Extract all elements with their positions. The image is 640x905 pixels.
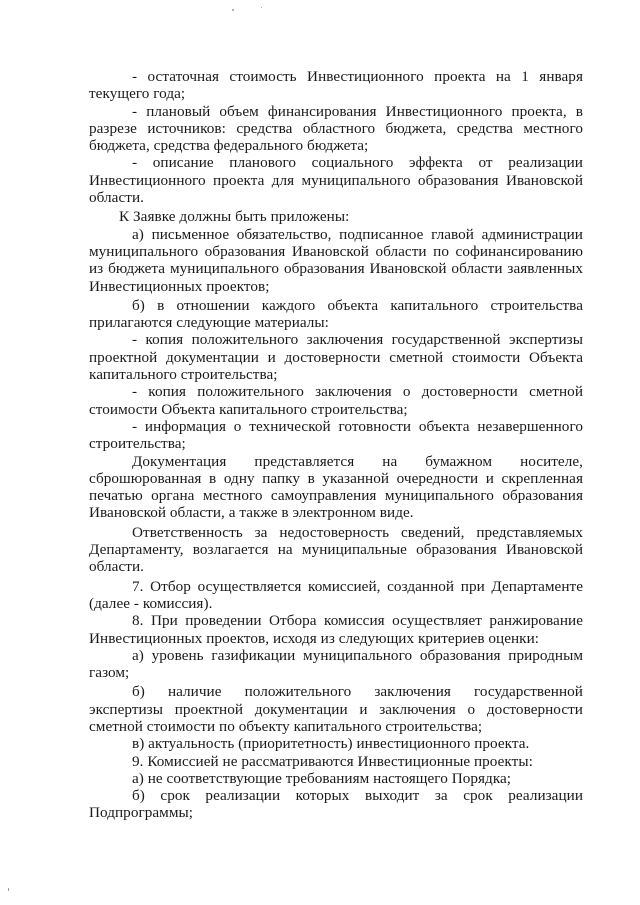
paragraph-social-effect: - описание планового социального эффекта от реализации Инвестиционного проекта для муниципального образования Ивановской области.: [89, 154, 583, 207]
paragraph-criterion-expertise: б) наличие положительного заключения государственной экспертизы проектной документации и заключения о достоверности сметной стоимости по объекту капитального строительства;: [89, 683, 583, 735]
scan-speck: [261, 7, 262, 8]
paragraph-criterion-relevance: в) актуальность (приоритетность) инвестиционного проекта.: [132, 735, 530, 753]
paragraph-responsibility: Ответственность за недостоверность сведений, представляемых Департаменту, возлагается на муниципальные образования Ивановской области.: [89, 523, 583, 576]
paragraph-documentation-format: Документация представляется на бумажном носителе, сброшюрованная в одну папку в указанной очередности и скрепленная печатью органа местного самоуправления муниципального образования Ивановской области, а также в электронном виде.: [89, 452, 583, 522]
scan-speck: [8, 888, 9, 891]
paragraph-planned-financing: - плановый объем финансирования Инвестиционного проекта, в разрезе источников: средства областного бюджета, средства местного бюджета, средства федерального бюджета;: [89, 102, 583, 155]
paragraph-exclusion-term: б) срок реализации которых выходит за срок реализации Подпрограммы;: [89, 787, 583, 822]
paragraph-residual-cost: - остаточная стоимость Инвестиционного проекта на 1 января текущего года;: [89, 68, 583, 103]
document-body: [89, 68, 583, 822]
paragraph-cost-reliability-copy: - копия положительного заключения о достоверности сметной стоимости Объекта капитального строительства;: [89, 383, 583, 418]
paragraph-construction-materials: б) в отношении каждого объекта капитального строительства прилагаются следующие материалы:: [89, 296, 583, 332]
paragraph-exclusion-noncompliant: а) не соответствующие требованиям настоящего Порядка;: [132, 769, 512, 787]
scan-speck: [232, 9, 234, 11]
paragraph-technical-readiness: - информация о технической готовности объекта незавершенного строительства;: [89, 417, 583, 453]
paragraph-item-7: 7. Отбор осуществляется комиссией, созданной при Департаменте (далее - комиссия).: [89, 577, 583, 612]
paragraph-expertise-copy: - копия положительного заключения государственной экспертизы проектной документации и достоверности сметной стоимости Объекта капитального строительства;: [89, 331, 583, 384]
paragraph-item-9: 9. Комиссией не рассматриваются Инвестиционные проекты:: [132, 752, 533, 770]
paragraph-attachments-heading: К Заявке должны быть приложены:: [119, 208, 350, 226]
paragraph-written-obligation: а) письменное обязательство, подписанное главой администрации муниципального образования Ивановской области по софинансированию из бюджета муниципального образования Ивановской области заявленных Инвестиционных проектов;: [89, 225, 583, 295]
paragraph-item-8: 8. При проведении Отбора комиссия осуществляет ранжирование Инвестиционных проектов, исходя из следующих критериев оценки:: [89, 612, 583, 647]
paragraph-criterion-gasification: а) уровень газификации муниципального образования природным газом;: [89, 646, 583, 682]
